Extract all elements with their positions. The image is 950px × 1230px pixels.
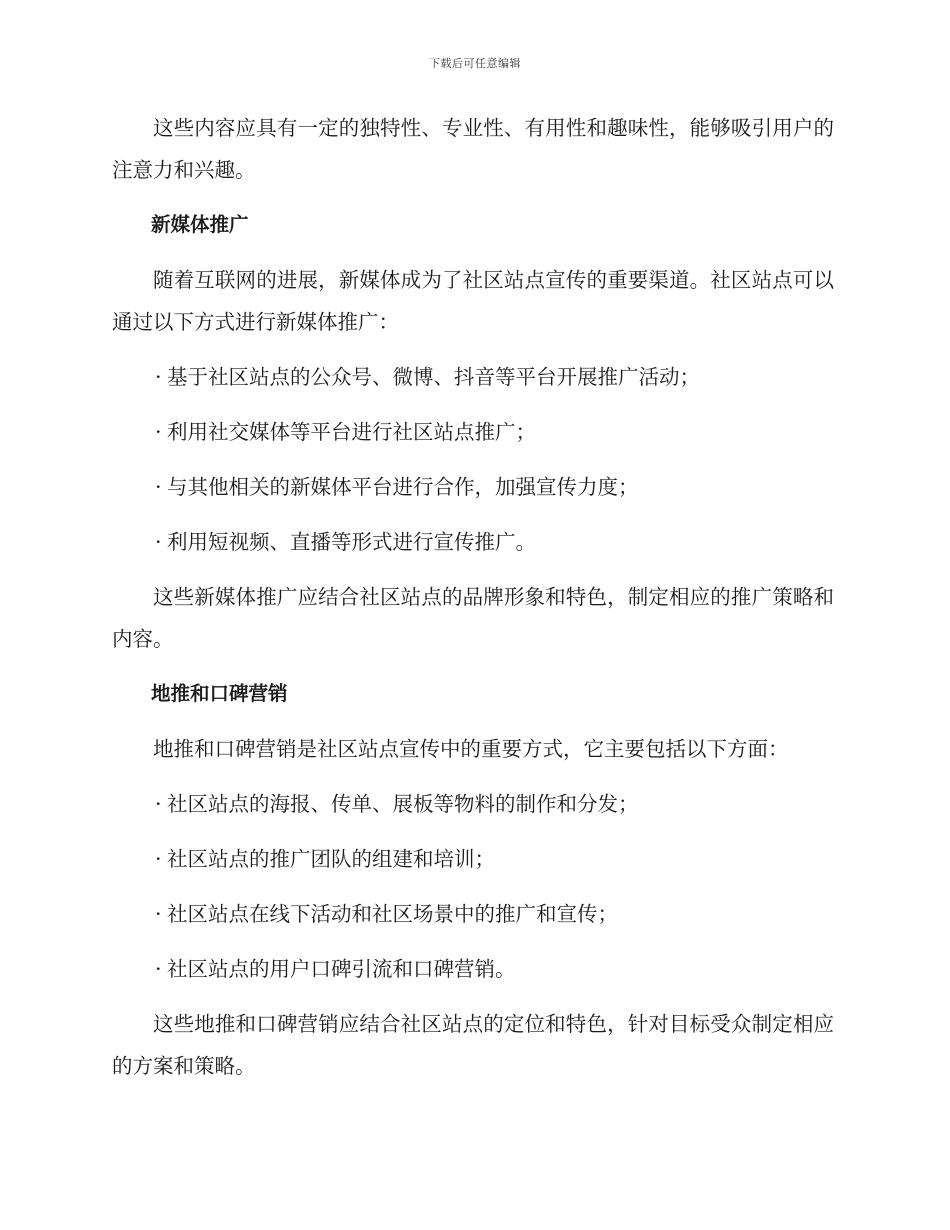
list-item — [112, 411, 834, 453]
bullet-icon: · — [155, 420, 162, 444]
list-item-text: 社区站点的推广团队的组建和培训； — [167, 847, 495, 871]
section-intro-ground-promotion: 地推和口碑营销是社区站点宣传中的重要方式，它主要包括以下方面： — [153, 737, 789, 761]
list-item-text: 社区站点的用户口碑引流和口碑营销。 — [167, 957, 516, 981]
list-item-text: 社区站点在线下活动和社区场景中的推广和宣传； — [167, 902, 618, 926]
list-item — [112, 838, 834, 880]
bullet-icon: · — [155, 365, 162, 389]
section-heading-new-media: 新媒体推广 — [151, 213, 249, 236]
section-intro-new-media: 随着互联网的进展，新媒体成为了社区站点宣传的重要渠道。社区站点可以通过以下方式进行新媒体推广： — [112, 268, 834, 334]
list-item — [112, 783, 834, 825]
section-summary-ground-promotion: 这些地推和口碑营销应结合社区站点的定位和特色，针对目标受众制定相应的方案和策略。 — [112, 1012, 834, 1078]
list-item — [112, 466, 834, 508]
list-item-text: 与其他相关的新媒体平台进行合作，加强宣传力度； — [167, 475, 639, 499]
section-summary-new-media: 这些新媒体推广应结合社区站点的品牌形象和特色，制定相应的推广策略和内容。 — [112, 585, 834, 651]
bullet-icon: · — [155, 847, 162, 871]
list-item — [112, 356, 834, 398]
intro-paragraph: 这些内容应具有一定的独特性、专业性、有用性和趣味性，能够吸引用户的注意力和兴趣。 — [112, 116, 834, 182]
section-heading-ground-promotion: 地推和口碑营销 — [151, 682, 288, 705]
document-body — [112, 107, 834, 1100]
list-item-text: 社区站点的海报、传单、展板等物料的制作和分发； — [167, 792, 639, 816]
list-item-text: 利用短视频、直播等形式进行宣传推广。 — [167, 530, 536, 554]
list-item-text: 基于社区站点的公众号、微博、抖音等平台开展推广活动； — [167, 365, 700, 389]
bullet-icon: · — [155, 957, 162, 981]
list-item-text: 利用社交媒体等平台进行社区站点推广； — [167, 420, 536, 444]
bullet-icon: · — [155, 530, 162, 554]
page-header: 下载后可任意编辑 — [429, 57, 521, 70]
bullet-icon: · — [155, 792, 162, 816]
list-item — [112, 521, 834, 563]
list-item — [112, 948, 834, 990]
list-item — [112, 893, 834, 935]
bullet-icon: · — [155, 475, 162, 499]
bullet-icon: · — [155, 902, 162, 926]
